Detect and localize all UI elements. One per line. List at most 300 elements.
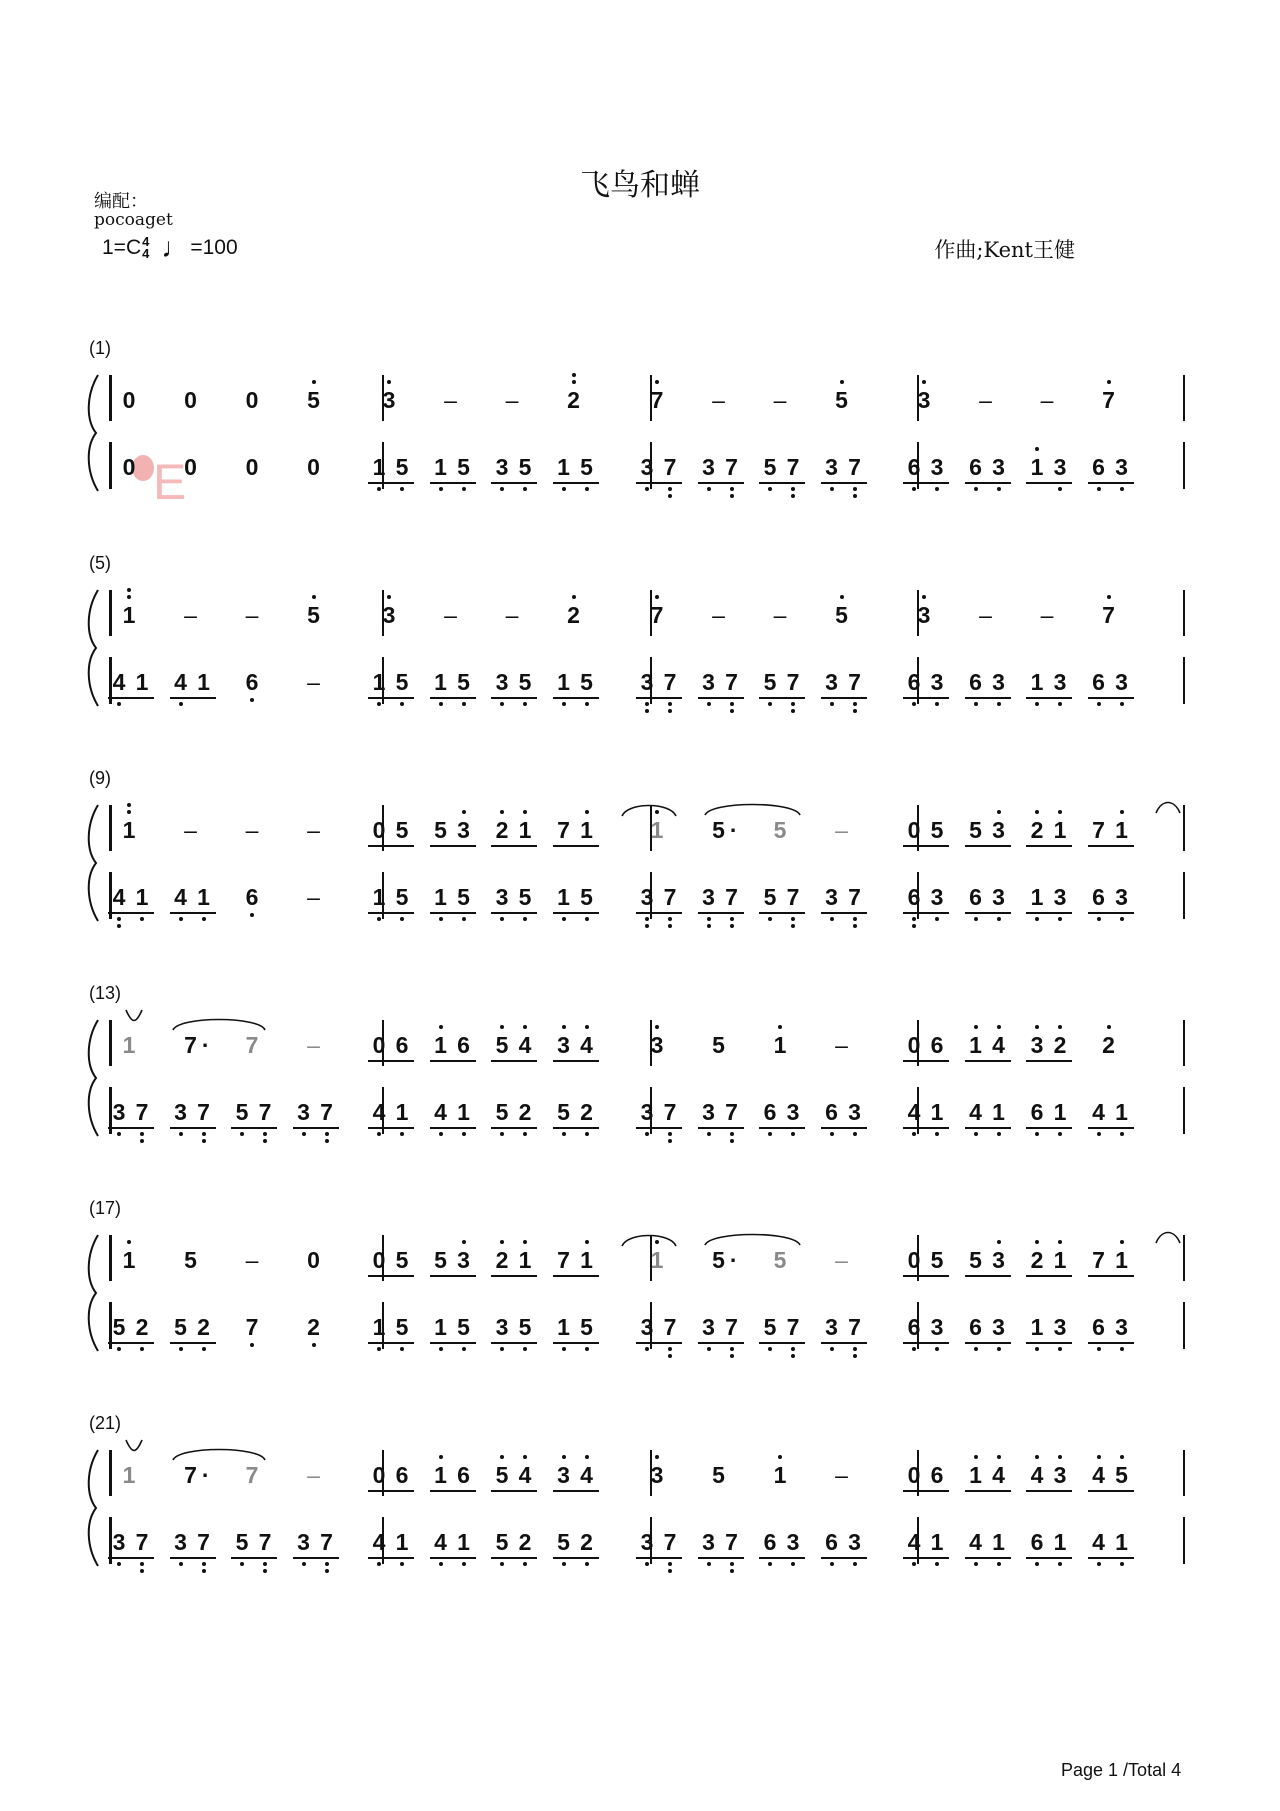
eighth-beam [430, 1060, 476, 1062]
note-digit: 3 [930, 669, 944, 695]
note-digit: 6 [457, 1032, 470, 1058]
note-digit: 5 [235, 1529, 249, 1555]
note-digit: 1 [580, 817, 593, 843]
measure-number: (13) [89, 983, 122, 1003]
octave-dot [1097, 1132, 1101, 1136]
eighth-beam [491, 1275, 537, 1277]
bar-line [109, 590, 112, 636]
brace [89, 1235, 98, 1351]
time-signature-numerator: 4 [142, 234, 150, 249]
octave-dot [1035, 1240, 1039, 1244]
note-digit: 5 [773, 1247, 787, 1273]
octave-dot [523, 1562, 527, 1566]
octave-dot [117, 1347, 121, 1351]
eighth-beam [698, 482, 744, 484]
octave-dot [853, 494, 857, 498]
sustain-dash: – [245, 602, 259, 628]
octave-dot [935, 1347, 939, 1351]
sustain-dash: – [444, 387, 457, 413]
octave-dot [730, 1132, 734, 1136]
eighth-beam [430, 1127, 476, 1129]
eighth-beam [636, 1342, 682, 1344]
note-digit: 1 [650, 1247, 664, 1273]
note-digit: 6 [1092, 884, 1105, 910]
note-digit: 3 [992, 884, 1005, 910]
note-digit: 1 [135, 669, 149, 695]
octave-dot [179, 1347, 183, 1351]
octave-dot [250, 913, 254, 917]
note-digit: 4 [174, 669, 187, 695]
octave-dot [655, 595, 659, 599]
note-digit: 7 [786, 454, 800, 480]
eighth-beam [1026, 1060, 1072, 1062]
octave-dot [1058, 1240, 1062, 1244]
note-digit: 1 [1030, 454, 1044, 480]
octave-dot [1097, 917, 1101, 921]
eighth-beam [821, 697, 867, 699]
arranger-name: pocoaget [94, 210, 173, 230]
octave-dot [707, 1347, 711, 1351]
note-digit: 6 [457, 1462, 470, 1488]
note-digit: 1 [1053, 1529, 1067, 1555]
bar-line [1183, 442, 1185, 489]
octave-dot [387, 380, 391, 384]
note-digit: 7 [725, 884, 738, 910]
note-digit: 2 [567, 387, 580, 413]
octave-dot [1120, 1347, 1124, 1351]
note-digit: 5 [835, 602, 848, 628]
octave-dot [974, 487, 978, 491]
octave-dot [730, 1562, 734, 1566]
eighth-beam [430, 1557, 476, 1559]
eighth-beam [430, 1342, 476, 1344]
bar-line [109, 442, 112, 489]
octave-dot [302, 1562, 306, 1566]
bar-line [1183, 657, 1185, 704]
sustain-dash: – [1040, 387, 1054, 413]
note-digit: 6 [907, 884, 921, 910]
octave-dot [523, 1455, 527, 1459]
note-digit: 7 [1102, 387, 1115, 413]
note-digit: 1 [122, 817, 136, 843]
octave-dot [997, 1240, 1001, 1244]
note-digit: 2 [567, 602, 580, 628]
eighth-beam [759, 912, 805, 914]
octave-dot [730, 494, 734, 498]
note-digit: 3 [557, 1462, 570, 1488]
note-digit: 6 [969, 669, 982, 695]
eighth-beam [108, 1342, 154, 1344]
octave-dot [655, 380, 659, 384]
note-digit: 5 [395, 884, 409, 910]
octave-dot [1120, 1455, 1124, 1459]
octave-dot [562, 1132, 566, 1136]
octave-dot [439, 917, 443, 921]
octave-dot [853, 1347, 857, 1351]
eighth-beam [1026, 1557, 1072, 1559]
note-digit: 4 [992, 1462, 1005, 1488]
eighth-beam [368, 1275, 414, 1277]
octave-dot [250, 698, 254, 702]
octave-dot [179, 1132, 183, 1136]
note-digit: 1 [773, 1462, 787, 1488]
sustain-dash: – [307, 669, 320, 695]
note-digit: 6 [1092, 454, 1105, 480]
eighth-beam [1088, 1490, 1134, 1492]
octave-dot [500, 1025, 504, 1029]
octave-dot [645, 1132, 649, 1136]
note-digit: 3 [992, 669, 1005, 695]
note-digit: 7 [245, 1314, 259, 1340]
eighth-beam [903, 1127, 949, 1129]
eighth-beam [170, 1127, 216, 1129]
octave-dot [400, 1562, 404, 1566]
octave-dot [127, 588, 131, 592]
composer-credit: 作曲;Kent王健 [934, 238, 1075, 262]
octave-dot [312, 380, 316, 384]
note-digit: 3 [930, 454, 944, 480]
note-digit: 5 [495, 1099, 509, 1125]
eighth-beam [698, 697, 744, 699]
note-digit: 1 [372, 454, 386, 480]
note-digit: 0 [907, 1247, 921, 1273]
octave-dot [1120, 917, 1124, 921]
note-digit: 7 [245, 1032, 259, 1058]
note-digit: 1 [434, 1462, 447, 1488]
octave-dot [997, 487, 1001, 491]
note-digit: 6 [907, 669, 921, 695]
octave-dot [853, 917, 857, 921]
note-digit: 7 [663, 1529, 677, 1555]
octave-dot [1035, 447, 1039, 451]
note-digit: 3 [457, 1247, 470, 1273]
note-digit: 5 [712, 1462, 725, 1488]
note-digit: 3 [1053, 1314, 1067, 1340]
octave-dot [791, 1354, 795, 1358]
note-digit: 7 [135, 1529, 149, 1555]
octave-dot [572, 373, 576, 377]
octave-dot [325, 1562, 329, 1566]
octave-dot [240, 1562, 244, 1566]
octave-dot [730, 487, 734, 491]
note-digit: 5 [969, 817, 982, 843]
octave-dot [830, 487, 834, 491]
octave-dot [668, 1347, 672, 1351]
note-digit: 1 [969, 1462, 982, 1488]
note-digit: 1 [930, 1099, 944, 1125]
note-digit: 1 [650, 817, 664, 843]
eighth-beam [965, 1490, 1011, 1492]
eighth-beam [170, 1557, 216, 1559]
octave-dot [791, 924, 795, 928]
eighth-beam [903, 1557, 949, 1559]
bar-line [1183, 872, 1185, 919]
sustain-dash: – [184, 817, 197, 843]
octave-dot [140, 1347, 144, 1351]
octave-dot [1058, 487, 1062, 491]
slur-tie [173, 1450, 265, 1461]
note-digit: 1 [434, 669, 447, 695]
slur-tie [622, 806, 676, 817]
octave-dot [707, 487, 711, 491]
octave-dot [462, 1240, 466, 1244]
note-digit: 3 [640, 1099, 654, 1125]
note-digit: 4 [969, 1099, 982, 1125]
octave-dot [377, 1132, 381, 1136]
octave-dot [202, 1347, 206, 1351]
octave-dot [500, 917, 504, 921]
note-digit: 5 [457, 1314, 470, 1340]
eighth-beam [903, 1342, 949, 1344]
octave-dot [562, 917, 566, 921]
eighth-beam [759, 1342, 805, 1344]
octave-dot [523, 1240, 527, 1244]
octave-dot [768, 487, 772, 491]
note-digit: 7 [557, 817, 570, 843]
note-digit: 6 [245, 884, 259, 910]
eighth-beam [293, 1557, 339, 1559]
note-digit: 4 [434, 1099, 447, 1125]
octave-dot [523, 1132, 527, 1136]
note-digit: 3 [1053, 669, 1067, 695]
octave-dot [1058, 1455, 1062, 1459]
octave-dot [668, 494, 672, 498]
note-digit: 5 [712, 1032, 725, 1058]
note-digit: 5 [495, 1032, 509, 1058]
octave-dot [912, 917, 916, 921]
note-digit: 7 [786, 884, 800, 910]
note-digit: 5 [763, 669, 777, 695]
note-digit: 1 [1053, 1099, 1067, 1125]
bar-line [1183, 375, 1185, 421]
octave-dot [655, 1025, 659, 1029]
bar-line [109, 1450, 112, 1496]
octave-dot [730, 702, 734, 706]
note-digit: 3 [992, 1247, 1005, 1273]
octave-dot [1107, 595, 1111, 599]
octave-dot [730, 917, 734, 921]
octave-dot [853, 702, 857, 706]
sustain-dash: – [245, 1247, 259, 1273]
octave-dot [912, 1562, 916, 1566]
octave-dot [935, 702, 939, 706]
note-digit: 1 [1115, 817, 1128, 843]
eighth-beam [821, 1557, 867, 1559]
note-digit: 1 [1030, 1314, 1044, 1340]
note-digit: 7 [848, 884, 861, 910]
note-digit: 3 [382, 387, 396, 413]
octave-dot [500, 1132, 504, 1136]
slur-tie [622, 1236, 676, 1247]
octave-dot [585, 487, 589, 491]
octave-dot [668, 487, 672, 491]
note-digit: 3 [297, 1529, 310, 1555]
sustain-dash: – [307, 817, 320, 843]
note-digit: 6 [969, 1314, 982, 1340]
note-digit: 7 [650, 602, 664, 628]
octave-dot [668, 1562, 672, 1566]
octave-dot [462, 810, 466, 814]
octave-dot [1035, 1025, 1039, 1029]
brace [89, 1450, 98, 1566]
note-digit: 1 [1115, 1529, 1128, 1555]
note-digit: 5 [930, 817, 944, 843]
note-digit: 1 [434, 884, 447, 910]
eighth-beam [170, 1342, 216, 1344]
note-digit: 3 [702, 454, 715, 480]
note-digit: 6 [245, 669, 259, 695]
octave-dot [500, 1347, 504, 1351]
octave-dot [117, 917, 121, 921]
octave-dot [117, 1562, 121, 1566]
eighth-beam [903, 912, 949, 914]
octave-dot [974, 1562, 978, 1566]
note-digit: 5 [112, 1314, 126, 1340]
bar-line [1183, 1235, 1185, 1281]
eighth-beam [903, 1490, 949, 1492]
octave-dot [462, 1132, 466, 1136]
note-digit: 3 [825, 669, 838, 695]
octave-dot [974, 1132, 978, 1136]
eighth-beam [1026, 1275, 1072, 1277]
octave-dot [202, 1139, 206, 1143]
eighth-beam [368, 845, 414, 847]
eighth-beam [1026, 482, 1072, 484]
octave-dot [500, 1455, 504, 1459]
note-digit: 3 [702, 1529, 715, 1555]
octave-dot [562, 487, 566, 491]
note-digit: 1 [372, 669, 386, 695]
note-digit: 2 [197, 1314, 210, 1340]
note-digit: 0 [907, 817, 921, 843]
note-digit: 4 [969, 1529, 982, 1555]
eighth-beam [553, 1275, 599, 1277]
eighth-beam [491, 697, 537, 699]
octave-dot [1035, 1455, 1039, 1459]
note-digit: 3 [174, 1529, 187, 1555]
note-digit: 2 [1030, 1247, 1044, 1273]
measure-number: (5) [89, 553, 111, 573]
eighth-beam [821, 1342, 867, 1344]
note-digit: 2 [135, 1314, 149, 1340]
note-digit: 3 [1115, 454, 1128, 480]
octave-dot [140, 1139, 144, 1143]
note-digit: 6 [969, 884, 982, 910]
octave-dot [439, 1132, 443, 1136]
octave-dot [730, 1569, 734, 1573]
eighth-beam [553, 697, 599, 699]
note-digit: 5 [235, 1099, 249, 1125]
note-digit: 4 [907, 1529, 921, 1555]
note-digit: 1 [1053, 1247, 1067, 1273]
octave-dot [1097, 702, 1101, 706]
sustain-dash: – [835, 1247, 848, 1273]
eighth-beam [368, 1557, 414, 1559]
bar-line [1183, 1302, 1185, 1349]
eighth-beam [821, 1127, 867, 1129]
note-digit: 5 [395, 817, 409, 843]
octave-dot [840, 380, 844, 384]
octave-dot [707, 924, 711, 928]
octave-dot [853, 1562, 857, 1566]
octave-dot [730, 924, 734, 928]
eighth-beam [553, 1342, 599, 1344]
octave-dot [768, 1347, 772, 1351]
octave-dot [1107, 380, 1111, 384]
note-digit: 3 [495, 1314, 509, 1340]
eighth-beam [553, 1060, 599, 1062]
eighth-beam [1088, 845, 1134, 847]
note-digit: 3 [650, 1462, 664, 1488]
octave-dot [585, 810, 589, 814]
octave-dot [1097, 487, 1101, 491]
note-digit: 1 [557, 1314, 570, 1340]
eighth-beam [368, 912, 414, 914]
bar-line [109, 1020, 112, 1066]
eighth-beam [553, 1127, 599, 1129]
eighth-beam [170, 912, 216, 914]
eighth-beam [1026, 912, 1072, 914]
arranger-label: 编配： [94, 191, 148, 212]
octave-dot [523, 1025, 527, 1029]
octave-dot [912, 702, 916, 706]
eighth-beam [368, 482, 414, 484]
octave-dot [377, 1347, 381, 1351]
octave-dot [562, 1347, 566, 1351]
eighth-beam [903, 1275, 949, 1277]
note-digit: 1 [1030, 669, 1044, 695]
note-digit: 5 [763, 454, 777, 480]
note-digit: 7 [197, 1529, 210, 1555]
sustain-dash: – [184, 602, 197, 628]
octave-dot [202, 917, 206, 921]
octave-dot [439, 1025, 443, 1029]
note-digit: 3 [1053, 454, 1067, 480]
octave-dot [707, 1132, 711, 1136]
eighth-beam [430, 1490, 476, 1492]
note-digit: 5 [518, 1314, 532, 1340]
note-digit: 5 [969, 1247, 982, 1273]
note-digit: 5 [307, 602, 320, 628]
note-digit: 6 [930, 1462, 944, 1488]
octave-dot [523, 1347, 527, 1351]
octave-dot [202, 1562, 206, 1566]
octave-dot [645, 487, 649, 491]
note-digit: 5 [763, 884, 777, 910]
note-digit: 3 [992, 454, 1005, 480]
note-digit: 1 [434, 454, 447, 480]
page-indicator: Page 1 /Total 4 [1061, 1760, 1182, 1780]
octave-dot [325, 1569, 329, 1573]
bar-line [1183, 1450, 1185, 1496]
octave-dot [439, 487, 443, 491]
eighth-beam [430, 1275, 476, 1277]
octave-dot [585, 917, 589, 921]
octave-dot [707, 702, 711, 706]
note-digit: 3 [1115, 669, 1128, 695]
eighth-beam [636, 912, 682, 914]
augmentation-dot: · [201, 1462, 210, 1488]
sustain-dash: – [712, 602, 725, 628]
octave-dot [935, 1562, 939, 1566]
eighth-beam [1026, 1342, 1072, 1344]
octave-dot [400, 702, 404, 706]
octave-dot [974, 1455, 978, 1459]
octave-dot [1035, 1132, 1039, 1136]
note-digit: 5 [518, 884, 532, 910]
octave-dot [668, 917, 672, 921]
octave-dot [791, 494, 795, 498]
